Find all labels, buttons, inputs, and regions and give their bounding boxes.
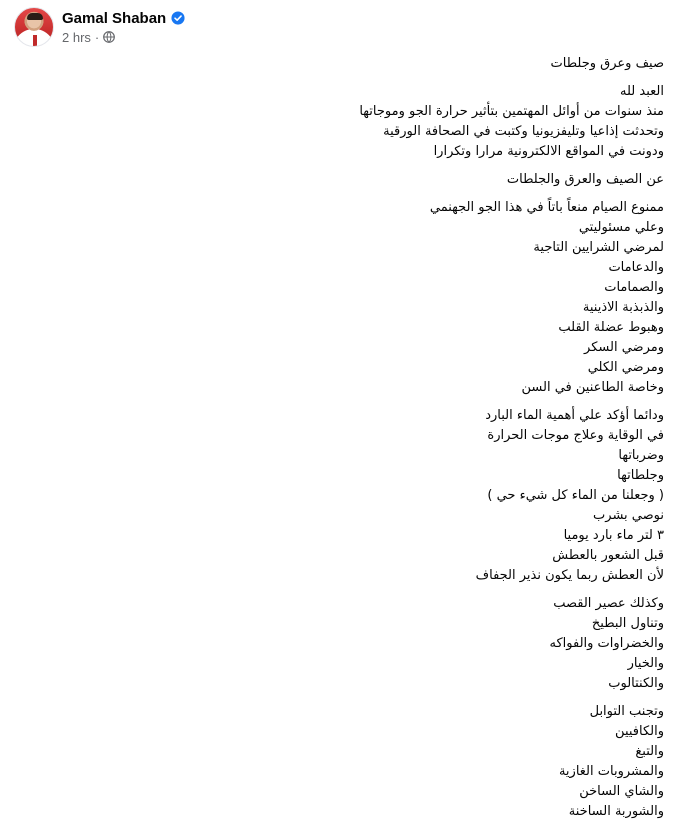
post-text-line: ومرضي الكلي xyxy=(587,360,664,375)
post-paragraph xyxy=(24,198,664,398)
author-name[interactable]: Gamal Shaban xyxy=(62,9,167,27)
post-text-line: العبد لله xyxy=(620,84,664,99)
post-text-line: والشاي الساخن xyxy=(579,784,664,799)
post-paragraph xyxy=(24,54,664,74)
globe-icon[interactable] xyxy=(103,31,115,43)
post-header xyxy=(14,6,185,48)
post-paragraph xyxy=(24,170,664,190)
post-text-line: في الوقاية وعلاج موجات الحرارة xyxy=(487,428,664,443)
post-text-line: وكذلك عصير القصب xyxy=(553,596,664,611)
post-text-line: صيف وعرق وجلطات xyxy=(550,56,664,71)
author-avatar[interactable] xyxy=(14,7,54,47)
post-body xyxy=(24,54,664,821)
separator-dot: · xyxy=(94,29,100,45)
post-text-line: والدعامات xyxy=(608,260,664,275)
post-text-line: ودونت في المواقع الالكترونية مرارا وتكرارا xyxy=(433,144,664,159)
post-text-line: ممنوع الصيام منعاً باتاً في هذا الجو الجهنمي xyxy=(429,200,664,215)
post-text-line: وضرباتها xyxy=(618,448,664,463)
post-text-line: والكنتالوب xyxy=(608,676,664,691)
post-paragraph xyxy=(24,82,664,162)
post-text-line: والشوربة الساخنة xyxy=(568,804,664,819)
post-text-line: وخاصة الطاعنين في السن xyxy=(521,380,664,395)
post-subtitle xyxy=(62,28,185,46)
post-paragraph xyxy=(24,594,664,694)
post-meta xyxy=(62,8,185,46)
post-text-line: والتبغ xyxy=(635,744,664,759)
post-text-line: والذبذبة الاذينية xyxy=(582,300,664,315)
post-time[interactable]: 2 hrs xyxy=(62,29,91,45)
post-text-line: نوصي بشرب xyxy=(593,508,664,523)
post-text-line: وهبوط عضلة القلب xyxy=(558,320,664,335)
post-text-line: لأن العطش ربما يكون نذير الجفاف xyxy=(475,568,664,583)
post-paragraph xyxy=(24,406,664,586)
post-text-line: والصمامات xyxy=(604,280,664,295)
post-text-line: ومرضي السكر xyxy=(584,340,664,355)
post-text-line: منذ سنوات من أوائل المهتمين بتأثير حرارة الجو وموجاتها xyxy=(359,104,664,119)
post-text-line: وجلطاتها xyxy=(617,468,664,483)
post-text-line: ٣ لتر ماء بارد يوميا xyxy=(563,528,664,543)
avatar-tie xyxy=(33,35,37,47)
post-paragraph xyxy=(24,702,664,821)
post-text-line: عن الصيف والعرق والجلطات xyxy=(506,172,664,187)
post-text-line: والخيار xyxy=(627,656,664,671)
post-text-line: وتناول البطيخ xyxy=(591,616,664,631)
post-text-line: وتحدثت إذاعيا وتليفزيونيا وكتبت في الصحافة الورقية xyxy=(383,124,664,139)
post-text-line: والخضراوات والفواكه xyxy=(549,636,664,651)
verified-badge-icon xyxy=(171,11,185,25)
author-row xyxy=(62,8,185,28)
post-text-line: والمشروبات الغازية xyxy=(558,764,664,779)
post-text-line: لمرضي الشرايين التاجية xyxy=(533,240,664,255)
avatar-hair xyxy=(27,13,43,20)
post-text-line: قبل الشعور بالعطش xyxy=(552,548,664,563)
post-text-line: وعلي مسئوليتي xyxy=(578,220,664,235)
post-text-line: ودائما أؤكد علي أهمية الماء البارد xyxy=(485,408,664,423)
post-text-line: وتجنب التوابل xyxy=(589,704,664,719)
post-text-line: والكافيين xyxy=(615,724,664,739)
post-text-line: ( وجعلنا من الماء كل شيء حي ) xyxy=(487,488,664,503)
